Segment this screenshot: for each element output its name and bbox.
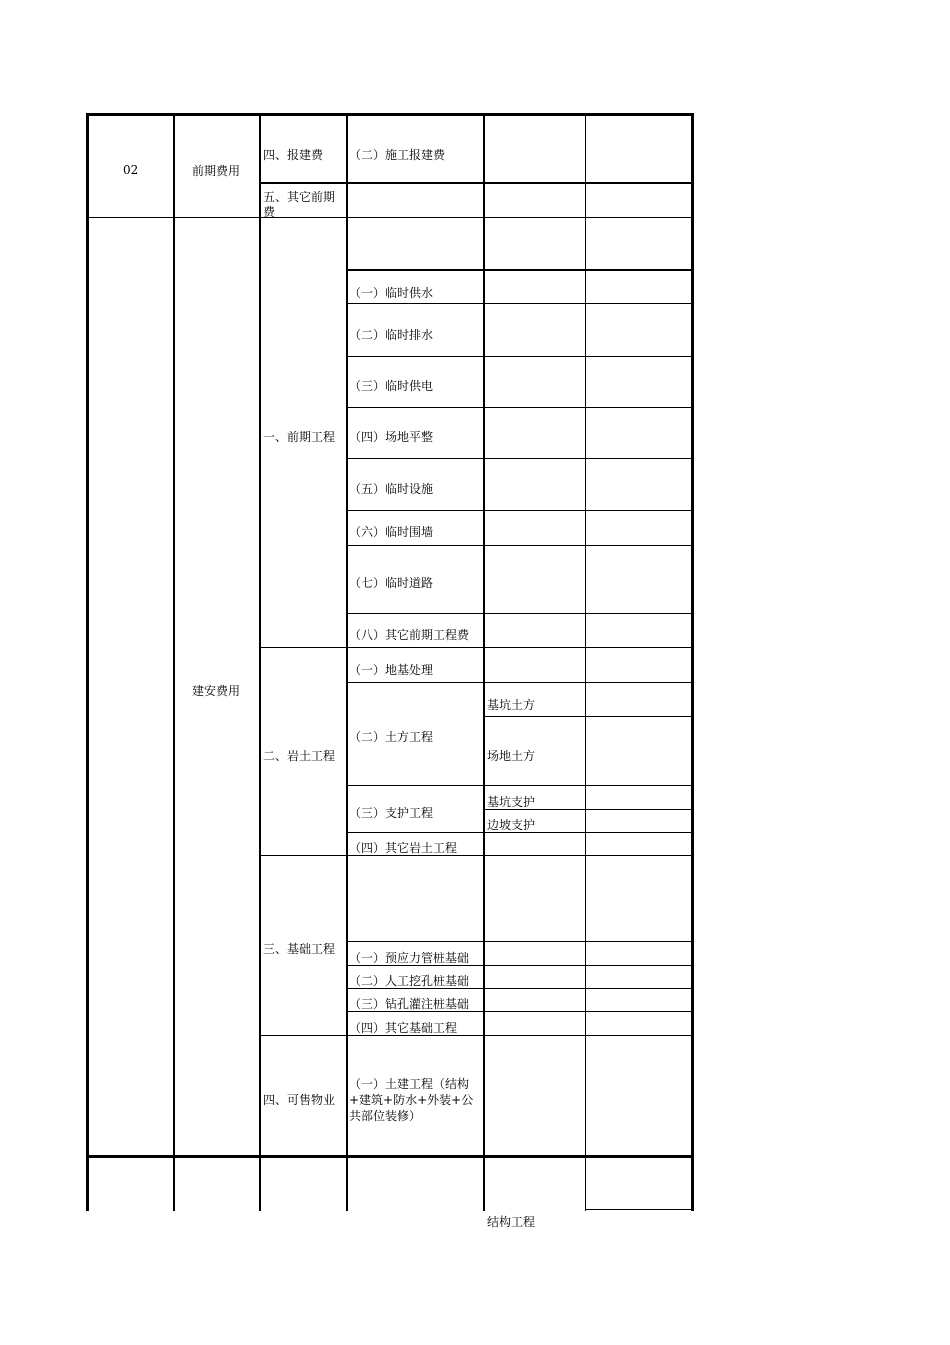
grid-line (346, 545, 694, 546)
grid-line (346, 510, 694, 511)
sub-item-label: （一）临时供水 (349, 286, 434, 300)
grid-line (259, 647, 694, 648)
group-label: 四、可售物业 (263, 1093, 336, 1107)
sub-item-label: （一）地基处理 (349, 663, 434, 677)
grid-line (346, 113, 348, 1211)
sub-item-label: （四）其它基础工程 (349, 1021, 458, 1035)
sub-item-label: （三）钻孔灌注桩基础 (349, 997, 470, 1011)
sub-item-label: （二）土方工程 (349, 730, 434, 744)
grid-line (259, 113, 261, 1211)
detail-label: 结构工程 (487, 1215, 536, 1229)
detail-label: 基坑土方 (487, 698, 536, 712)
sub-item-label: （四）其它岩土工程 (349, 841, 458, 855)
grid-line (483, 113, 485, 1211)
detail-label: 场地土方 (487, 749, 536, 763)
sub-item-label: （一）土建工程（结构+建筑+防水+外装+公共部位装修） (349, 1077, 474, 1123)
sub-item-label: （三）支护工程 (349, 806, 434, 820)
grid-line (346, 356, 694, 357)
grid-line (86, 113, 694, 116)
grid-line (346, 682, 694, 683)
group-label: 一、前期工程 (263, 430, 336, 444)
item-label: 四、报建费 (263, 148, 324, 162)
grid-line (346, 458, 694, 459)
grid-line (585, 1209, 694, 1210)
detail-label: 基坑支护 (487, 795, 536, 809)
sub-item-label: （二）施工报建费 (349, 148, 446, 162)
sub-item-label: （三）临时供电 (349, 379, 434, 393)
category-label: 建安费用 (192, 684, 241, 698)
category-label: 前期费用 (192, 164, 241, 178)
sub-item-label: （五）临时设施 (349, 482, 434, 496)
detail-label: 边坡支护 (487, 818, 536, 832)
grid-line (173, 113, 175, 1211)
grid-line (346, 613, 694, 614)
grid-line (691, 113, 694, 1211)
grid-line (86, 217, 694, 218)
grid-line (259, 855, 694, 856)
grid-line (346, 941, 694, 942)
grid-line (585, 113, 586, 1211)
item-code: 02 (123, 163, 139, 177)
grid-line (86, 1155, 694, 1158)
group-label: 二、岩土工程 (263, 749, 336, 763)
sub-item-label: （一）预应力管桩基础 (349, 951, 470, 965)
sub-item-label: （二）人工挖孔桩基础 (349, 974, 470, 988)
sub-item-label: （七）临时道路 (349, 576, 434, 590)
sub-item-label: （二）临时排水 (349, 328, 434, 342)
grid-line (86, 113, 89, 1211)
item-label: 五、其它前期费 (263, 190, 336, 219)
group-label: 三、基础工程 (263, 942, 336, 956)
grid-line (259, 182, 694, 184)
grid-line (259, 1035, 694, 1036)
sub-item-label: （六）临时围墙 (349, 525, 434, 539)
sub-item-label: （八）其它前期工程费 (349, 628, 470, 642)
grid-line (346, 303, 694, 304)
grid-line (346, 407, 694, 408)
grid-line (483, 716, 694, 717)
grid-line (346, 269, 694, 271)
grid-line (346, 785, 694, 786)
sub-item-label: （四）场地平整 (349, 430, 434, 444)
